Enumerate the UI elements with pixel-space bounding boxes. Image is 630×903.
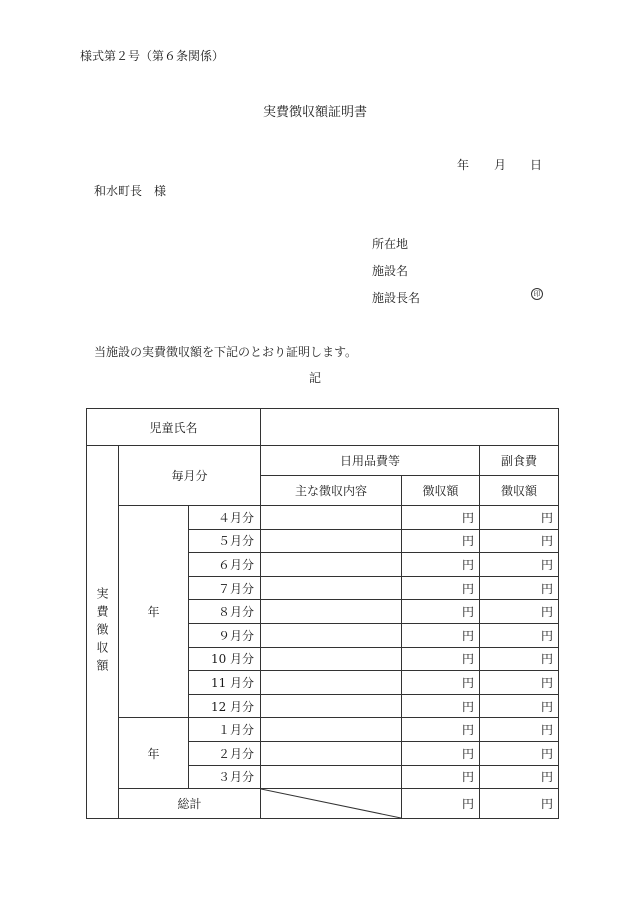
side-meal-amount-field[interactable]: 円	[480, 647, 559, 671]
month-label: ６月分	[189, 553, 261, 577]
month-label: ２月分	[189, 741, 261, 765]
content-field[interactable]	[261, 694, 402, 718]
side-label: 実費徴収額	[95, 587, 109, 678]
document-title: 実費徴収額証明書	[262, 105, 367, 120]
facility-director-label: 施設長名	[372, 291, 421, 305]
year-label-2: 年	[119, 718, 189, 789]
monthly-label: 毎月分	[119, 446, 261, 506]
amount-field[interactable]: 円	[402, 553, 480, 577]
side-meal-amount-field[interactable]: 円	[480, 671, 559, 695]
ki-heading: 記	[308, 371, 321, 385]
facility-name-label: 施設名	[372, 264, 409, 278]
side-meal-amount-field[interactable]: 円	[480, 623, 559, 647]
side-meal-amount-field[interactable]: 円	[480, 694, 559, 718]
side-label-cell	[87, 446, 119, 819]
content-field[interactable]	[261, 576, 402, 600]
amount-field[interactable]: 円	[402, 529, 480, 553]
month-label: 11 月分	[189, 671, 261, 695]
content-field[interactable]	[261, 741, 402, 765]
side-meal-label: 副食費	[480, 446, 559, 476]
child-name-label: 児童氏名	[87, 409, 261, 446]
diagonal-slash	[261, 789, 401, 818]
amount-field[interactable]: 円	[402, 506, 480, 530]
amount-field[interactable]: 円	[402, 741, 480, 765]
month-label: 12 月分	[189, 694, 261, 718]
month-label: ８月分	[189, 600, 261, 624]
content-field[interactable]	[261, 506, 402, 530]
month-label: ７月分	[189, 576, 261, 600]
side-meal-amount-field[interactable]: 円	[480, 718, 559, 742]
year-label-1: 年	[119, 506, 189, 718]
amount-field[interactable]: 円	[402, 671, 480, 695]
amount-field[interactable]: 円	[402, 765, 480, 789]
amount-field[interactable]: 円	[402, 694, 480, 718]
side-meal-amount-field[interactable]: 円	[480, 553, 559, 577]
certification-statement: 当施設の実費徴収額を下記のとおり証明します。	[94, 345, 358, 359]
content-field[interactable]	[261, 529, 402, 553]
month-label: １月分	[189, 718, 261, 742]
amount-field[interactable]: 円	[402, 576, 480, 600]
side-meal-amount-field[interactable]: 円	[480, 576, 559, 600]
month-label: ５月分	[189, 529, 261, 553]
date-year-label: 年	[457, 158, 470, 172]
facility-address-label: 所在地	[372, 237, 409, 251]
total-label: 総計	[119, 789, 261, 819]
content-field[interactable]	[261, 671, 402, 695]
side-meal-amount-field[interactable]: 円	[480, 506, 559, 530]
daily-goods-label: 日用品費等	[261, 446, 480, 476]
amount-field[interactable]: 円	[402, 647, 480, 671]
month-label: ３月分	[189, 765, 261, 789]
month-label: ９月分	[189, 623, 261, 647]
amount-field[interactable]: 円	[402, 600, 480, 624]
child-name-field[interactable]	[261, 409, 559, 446]
collected-label: 徴収額	[402, 476, 480, 506]
month-label: ４月分	[189, 506, 261, 530]
side-meal-collected-label: 徴収額	[480, 476, 559, 506]
date-month-label: 月	[494, 158, 507, 172]
side-meal-amount-field[interactable]: 円	[480, 741, 559, 765]
content-field[interactable]	[261, 718, 402, 742]
seal-mark: 印	[531, 288, 543, 300]
total-side-meal-amount-field[interactable]: 円	[480, 789, 559, 819]
month-label: 10 月分	[189, 647, 261, 671]
amount-field[interactable]: 円	[402, 623, 480, 647]
content-field[interactable]	[261, 553, 402, 577]
total-content-cell	[261, 789, 402, 819]
total-amount-field[interactable]: 円	[402, 789, 480, 819]
addressee: 和水町長 様	[94, 184, 167, 198]
main-content-label: 主な徴収内容	[261, 476, 402, 506]
content-field[interactable]	[261, 647, 402, 671]
content-field[interactable]	[261, 623, 402, 647]
fee-table	[86, 408, 559, 819]
side-meal-amount-field[interactable]: 円	[480, 765, 559, 789]
content-field[interactable]	[261, 600, 402, 624]
content-field[interactable]	[261, 765, 402, 789]
amount-field[interactable]: 円	[402, 718, 480, 742]
date-day-label: 日	[530, 158, 543, 172]
side-meal-amount-field[interactable]: 円	[480, 600, 559, 624]
form-number: 様式第２号（第６条関係）	[80, 49, 225, 63]
side-meal-amount-field[interactable]: 円	[480, 529, 559, 553]
